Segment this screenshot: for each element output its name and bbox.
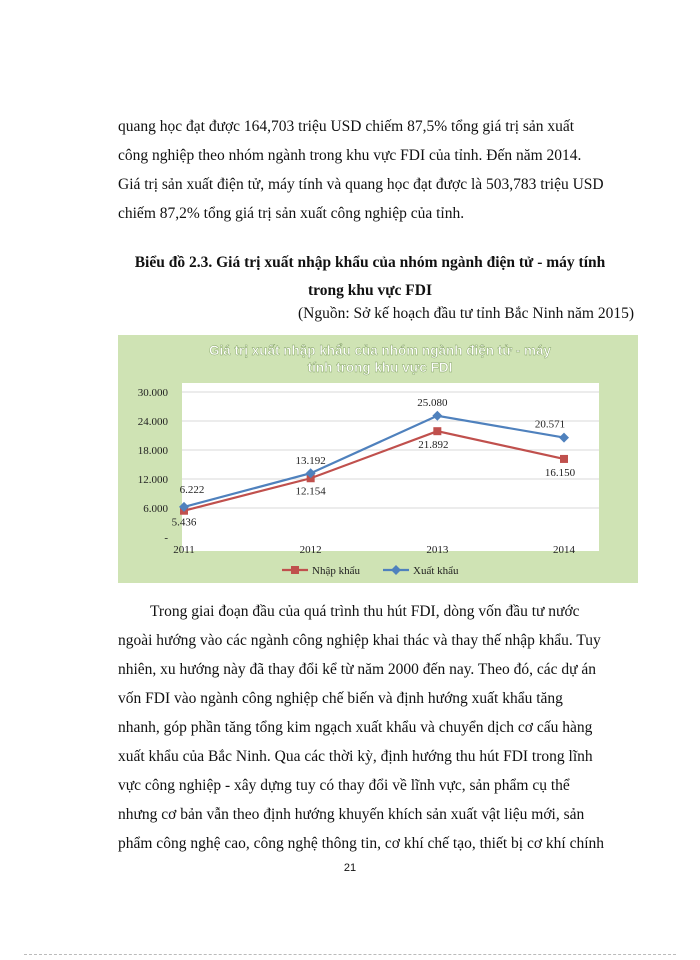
intro-line: công nghiệp theo nhóm ngành trong khu vực FDI của tỉnh. Đến năm 2014.	[118, 147, 582, 164]
data-point	[560, 455, 568, 463]
plot-area	[179, 383, 599, 551]
intro-paragraph	[118, 112, 638, 228]
x-tick-label: 2013	[426, 544, 449, 556]
intro-line: chiếm 87,2% tổng giá trị sản xuất công nghiệp của tỉnh.	[118, 205, 465, 222]
chart-title-line-1: Giá trị xuất nhập khẩu của nhóm ngành điện tử - máy	[208, 343, 552, 358]
body-line: vốn FDI vào ngành công nghiệp chế biến và định hướng xuất khẩu tăng	[118, 690, 563, 707]
body-line: nhưng cơ bản vẫn theo định hướng khuyến khích sản xuất vật liệu mới, sản	[118, 806, 585, 823]
body-line: ngoài hướng vào các ngành công nghiệp khai thác và thay thế nhập khẩu. Tuy	[118, 632, 601, 649]
caption-line-2: trong khu vực FDI	[308, 282, 432, 299]
y-tick-label: 24.000	[137, 416, 168, 428]
data-label: 21.892	[418, 439, 449, 452]
y-tick-label: 12.000	[137, 474, 168, 486]
y-tick-label: 18.000	[137, 445, 168, 457]
intro-line: Giá trị sản xuất điện tử, máy tính và quang học đạt được là 503,783 triệu USD	[118, 176, 604, 193]
legend-label: Nhập khẩu	[312, 565, 360, 577]
page-bottom-rule	[24, 954, 676, 955]
data-point	[433, 427, 441, 435]
body-line: xuất khẩu của Bắc Ninh. Qua các thời kỳ, định hướng thu hút FDI trong lĩnh	[118, 748, 593, 765]
body-paragraph-cont	[118, 626, 638, 858]
legend-marker	[291, 566, 299, 574]
page-number: 21	[343, 862, 357, 874]
caption-line-1: Biểu đồ 2.3. Giá trị xuất nhập khẩu của nhóm ngành điện tử - máy tính	[134, 254, 606, 271]
x-tick-label: 2012	[299, 544, 322, 556]
figure-source: (Nguồn: Sở kế hoạch đầu tư tỉnh Bắc Ninh năm 2015)	[297, 305, 634, 322]
data-label: 5.436	[171, 516, 197, 529]
data-label: 16.150	[544, 466, 576, 479]
y-tick-label: 6.000	[143, 503, 168, 515]
body-line: phẩm công nghệ cao, công nghệ thông tin, cơ khí chế tạo, thiết bị cơ khí chính	[118, 835, 605, 852]
figure-caption	[100, 249, 640, 305]
data-label: 25.080	[417, 396, 448, 409]
x-tick-label: 2014	[553, 544, 575, 556]
x-tick-label: 2011	[173, 544, 195, 556]
legend-label: Xuất khẩu	[413, 565, 459, 577]
data-label: 6.222	[179, 483, 205, 496]
data-label: 13.192	[295, 455, 326, 468]
body-paragraph	[118, 597, 638, 626]
data-label: 20.571	[534, 418, 566, 431]
y-tick-label: -	[164, 532, 168, 544]
body-line: nhiên, xu hướng này đã thay đổi kể từ năm 2000 đến nay. Theo đó, các dự án	[118, 661, 597, 678]
body-line: vực công nghiệp - xây dựng tuy có thay đổi về lĩnh vực, sản phẩm cụ thể	[118, 777, 570, 794]
body-line: nhanh, góp phần tăng tổng kim ngạch xuất khẩu và chuyển dịch cơ cấu hàng	[118, 719, 593, 736]
data-label: 12.154	[295, 485, 326, 498]
chart-title-line-2: tính trong khu vực FDI	[307, 360, 453, 375]
y-tick-label: 30.000	[137, 387, 168, 399]
line-chart	[118, 335, 638, 583]
body-line: Trong giai đoạn đầu của quá trình thu hút FDI, dòng vốn đầu tư nước	[150, 603, 580, 620]
intro-line: quang học đạt được 164,703 triệu USD chiếm 87,5% tổng giá trị sản xuất	[118, 118, 575, 135]
